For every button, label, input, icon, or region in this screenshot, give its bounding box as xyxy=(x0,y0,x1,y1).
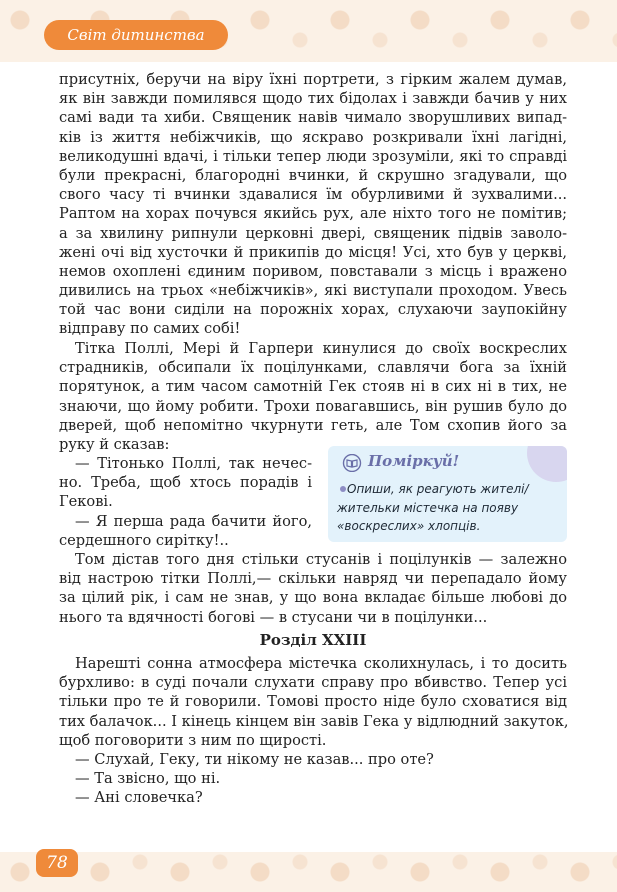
text-line: Тітка Поллі, Мері й Гарпери кинулися до своїх воскреслих xyxy=(75,340,567,357)
text-line: Нарешті сонна атмосфера містечка сколихнулась, і то досить xyxy=(75,655,567,672)
text-line: Раптом на хорах почувся якийсь рух, але ніхто того не помітив; xyxy=(59,205,567,223)
text-line: відправу по самих собі! xyxy=(59,320,241,338)
text-line: знаючи, що йому робити. Трохи повагавшись, він рушив було до xyxy=(59,397,567,415)
text-line: як він завжди помилявся щодо тих бідолах і завжди бачив у них xyxy=(59,90,567,108)
think-box-corner-decoration xyxy=(527,446,567,482)
text-line: — Слухай, Геку, ти нікому не казав... про оте? xyxy=(75,751,434,768)
footer-decoration xyxy=(0,852,617,892)
think-box-line: жительки містечка на появу xyxy=(337,500,519,515)
text-line: но. Треба, щоб хтось порадів і xyxy=(59,474,312,492)
think-box-line: Опиши, як реагують жителі/ xyxy=(347,482,529,496)
paragraph-1 xyxy=(59,70,567,339)
text-line: нього та вдячності богові — в стусани чи в поцілунки... xyxy=(59,608,488,626)
text-line: були прекрасні, благородні вчинки, й скрушно згадували, що xyxy=(59,166,567,184)
think-box-title: Поміркуй! xyxy=(368,452,460,470)
text-line: — Я перша рада бачити його, xyxy=(75,512,312,530)
chapter-title: Розділ XXIII xyxy=(259,631,367,649)
text-line: ків із життя небіжчиків, що яскраво розкривали їхні лагідні, xyxy=(59,128,567,146)
text-line: самі вади та хиби. Священик навів чимало зворушливих випад- xyxy=(59,109,567,127)
page-number: 78 xyxy=(36,849,78,877)
text-line: присутніх, беручи на віру їхні портрети, з гірким жалем думав, xyxy=(59,71,567,88)
text-line: за цілий рік, і сам не знав, у що вона вкладає більше любові до xyxy=(59,589,567,607)
text-line: свого часу ті вчинки здавалися їм обурливими й зухвалими... xyxy=(59,186,567,204)
text-line: порятунок, а тим часом самотній Гек стояв ні в сих ні в тих, не xyxy=(59,378,567,396)
book-icon xyxy=(342,454,362,472)
text-line: тих балачок... І кінець кінцем він завів Гека у відлюдний закуток, xyxy=(59,712,569,730)
text-line: тільки про те й говорили. Томові просто ніде було сховатися від xyxy=(59,693,567,711)
text-line: дверей, щоб непомітно чкурнути геть, але Том схопив його за xyxy=(59,416,567,434)
text-line: дивились на трьох «небіжчиків», які виступали проходом. Увесь xyxy=(59,282,567,300)
text-line: немов охоплені єдиним поривом, повставали з місць і вражено xyxy=(59,262,567,280)
paragraph-2 xyxy=(59,339,567,454)
text-line: від настрою тітки Поллі,— скільки навряд чи перепадало йому xyxy=(59,570,567,588)
text-line: той час вони сиділи на порожніх хорах, слухаючи заупокійну xyxy=(59,301,567,319)
section-title: Світ дитинства xyxy=(44,20,228,50)
think-box xyxy=(328,446,567,542)
text-line: — Тітонько Поллі, так нечес- xyxy=(75,455,312,472)
text-line: Гекові. xyxy=(59,493,113,511)
text-line: — Ані словечка? xyxy=(75,789,203,807)
text-line: страдників, обсипали їх поцілунками, славлячи бога за їхній xyxy=(59,359,567,377)
text-line: руку й сказав: xyxy=(59,435,170,453)
text-line: — Та звісно, що ні. xyxy=(75,770,221,788)
think-box-line: «воскреслих» хлопців. xyxy=(337,519,481,533)
text-line: великодушні вдачі, і тільки тепер люди зрозуміли, які то справді xyxy=(59,147,567,165)
text-line: Том дістав того дня стільки стусанів і поцілунків — залежно xyxy=(75,551,567,568)
paragraph-4 xyxy=(59,654,567,750)
text-line: а за хвилину рипнули церковні двері, священик підвів заволо- xyxy=(59,224,567,242)
text-line: бурхливо: в суді почали слухати справу про вбивство. Тепер усі xyxy=(59,674,567,692)
think-box-text xyxy=(337,480,561,536)
text-line: сердешного сирітку!.. xyxy=(59,531,229,549)
text-line: жені очі від хусточки й прикипів до місця! Усі, хто був у церкві, xyxy=(59,243,567,261)
dialogue-2 xyxy=(59,750,567,808)
dialogue-1 xyxy=(59,454,312,550)
paragraph-3 xyxy=(59,550,567,627)
text-line: щоб поговорити з ним по щирості. xyxy=(59,731,327,749)
